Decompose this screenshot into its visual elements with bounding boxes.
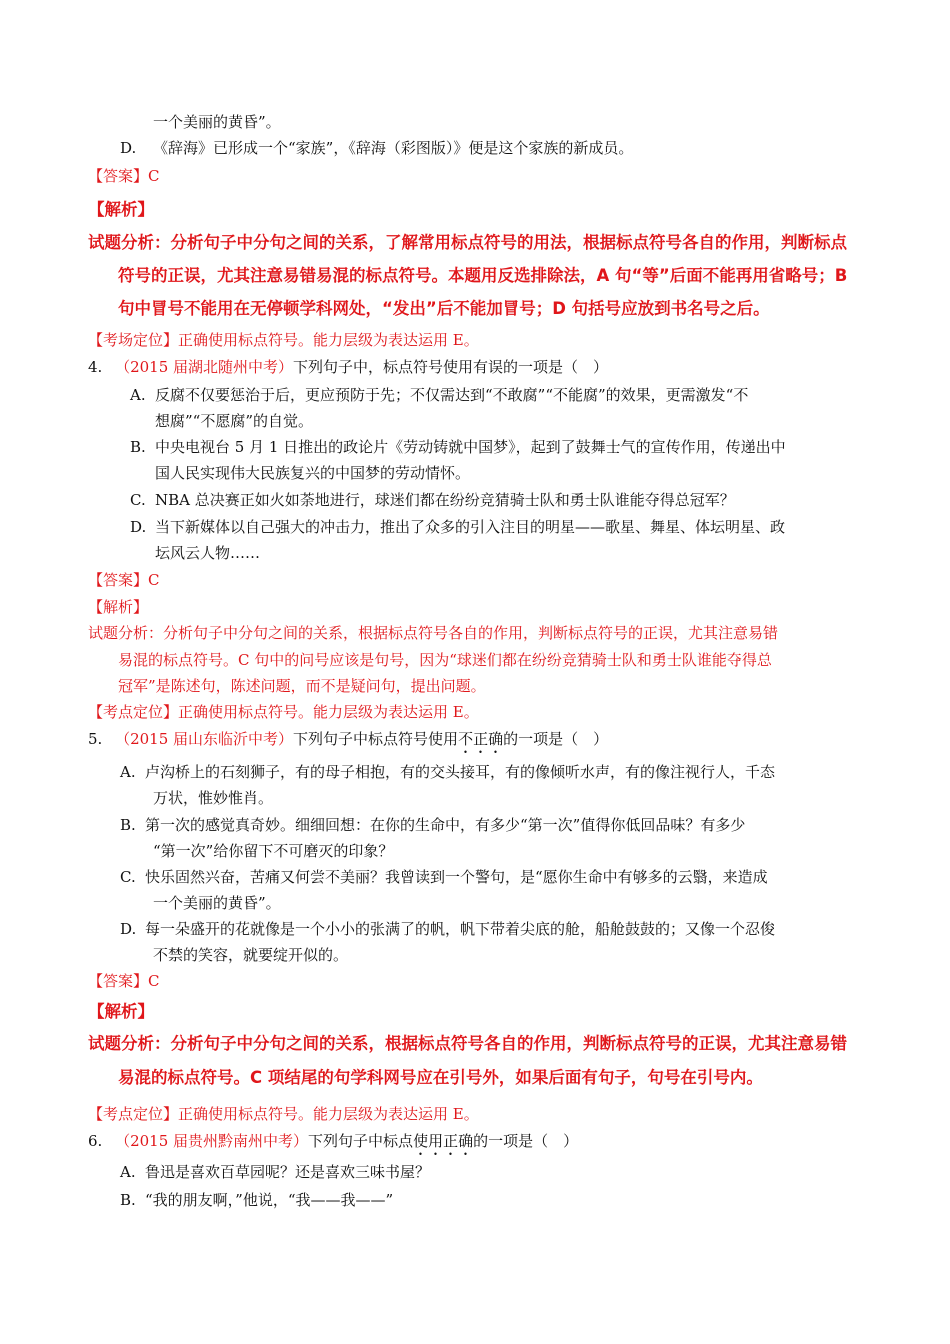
analysis-line: 易混的标点符号。C 句中的问号应该是句号，因为“球迷们都在纷纷竞猜骑士队和勇士队谁能夺得总 — [118, 651, 772, 669]
option-c-line: 一个美丽的黄昏”。 — [153, 894, 281, 912]
analysis-line: 符号的正误，尤其注意易错易混的标点符号。本题用反选排除法，A 句“等”后面不能再用省略号；B — [118, 266, 848, 285]
answer-row — [88, 570, 160, 590]
question-5-stem — [88, 729, 608, 757]
answer-label: 【答案】 — [88, 972, 149, 990]
question-text: 下列句子中标点 — [308, 1132, 414, 1150]
option-d-line: 当下新媒体以自己强大的冲击力，推出了众多的引入注目的明星——歌星、舞星、体坛明星、政 — [155, 518, 786, 536]
answer-row — [88, 971, 160, 991]
option-a-line: 鲁迅是喜欢百草园呢？还是喜欢三味书屋？ — [145, 1163, 431, 1181]
question-source: （2015 届湖北随州中考） — [115, 358, 294, 376]
analysis-label: 【解析】 — [88, 598, 149, 616]
option-letter: A. — [120, 1163, 136, 1181]
analysis-line: 冠军”是陈述句，陈述问题，而不是疑问句，提出问题。 — [118, 677, 486, 695]
analysis-line: 试题分析：分析句子中分句之间的关系，根据标点符号各自的作用，判断标点符号的正误，尤其注意易错 — [88, 624, 779, 642]
question-text-end: 的一项是（ ） — [503, 730, 609, 748]
option-letter: A. — [120, 763, 136, 781]
locate-row — [88, 330, 479, 350]
analysis-label: 【解析】 — [88, 1002, 154, 1021]
question-source: （2015 届贵州黔南州中考） — [115, 1132, 309, 1150]
question-number: 4. — [88, 358, 103, 376]
option-letter: C. — [130, 491, 146, 509]
locate-text: 正确使用标点符号。能力层级为表达运用 E。 — [178, 1105, 479, 1123]
option-d-letter: D. — [120, 139, 137, 157]
question-emphasis: 使用正确 — [413, 1132, 474, 1150]
option-c-continuation: 一个美丽的黄昏”。 — [153, 113, 281, 131]
option-letter: D. — [120, 920, 137, 938]
locate-label: 【考点定位】 — [88, 703, 179, 721]
option-b-line: “我的朋友啊，”他说，“我——我——” — [145, 1191, 394, 1209]
option-b-line: 国人民实现伟大民族复兴的中国梦的劳动情怀。 — [155, 464, 471, 482]
option-b-line: “第一次”给你留下不可磨灭的印象？ — [153, 842, 394, 860]
question-text-end: 的一项是（ ） — [473, 1132, 579, 1150]
option-d-line: 不禁的笑容，就要绽开似的。 — [153, 946, 349, 964]
analysis-line: 句中冒号不能用在无停顿学科网处，“发出”后不能加冒号；D 句括号应放到书名号之后。 — [118, 299, 770, 318]
locate-text: 正确使用标点符号。能力层级为表达运用 E。 — [178, 331, 479, 349]
question-source: （2015 届山东临沂中考） — [115, 730, 294, 748]
analysis-line: 易混的标点符号。C 项结尾的句学科网号应在引号外，如果后面有句子，句号在引号内。 — [118, 1068, 763, 1087]
answer-value: C — [148, 571, 160, 589]
option-c-line: 快乐固然兴奋，苦痛又何尝不美丽？我曾读到一个警句，是“愿你生命中有够多的云翳，来造成 — [145, 868, 768, 886]
analysis-label: 【解析】 — [88, 200, 154, 219]
option-letter: D. — [130, 518, 147, 536]
option-b-line: 中央电视台 5 月 1 日推出的政论片《劳动铸就中国梦》，起到了鼓舞士气的宣传作用，传递出中 — [155, 438, 786, 456]
question-number: 5. — [88, 730, 103, 748]
option-d-line: 坛风云人物…… — [155, 544, 261, 562]
option-d-line: 每一朵盛开的花就像是一个小小的张满了的帆，帆下带着尖底的舱，船舱鼓鼓的；又像一个忍俊 — [145, 920, 776, 938]
option-a-line: 想腐”“不愿腐”的自觉。 — [155, 412, 314, 430]
locate-label: 【考点定位】 — [88, 1105, 179, 1123]
answer-value: C — [148, 167, 160, 185]
locate-text: 正确使用标点符号。能力层级为表达运用 E。 — [178, 703, 479, 721]
question-6-stem — [88, 1131, 578, 1159]
question-emphasis: 不正确 — [458, 730, 504, 748]
question-4-stem — [88, 357, 608, 377]
option-d-text: 《辞海》已形成一个“家族”，《辞海（彩图版）》便是这个家族的新成员。 — [153, 139, 634, 157]
option-letter: B. — [130, 438, 146, 456]
option-a-line: 卢沟桥上的石刻狮子，有的母子相抱，有的交头接耳，有的像倾听水声，有的像注视行人，千态 — [145, 763, 776, 781]
question-text: 下列句子中，标点符号使用有误的一项是（ ） — [293, 358, 609, 376]
option-letter: A. — [130, 386, 146, 404]
answer-value: C — [148, 972, 160, 990]
question-text: 下列句子中标点符号使用 — [293, 730, 459, 748]
locate-label: 【考场定位】 — [88, 331, 179, 349]
option-a-line: 反腐不仅要惩治于后，更应预防于先；不仅需达到“不敢腐”“不能腐”的效果，更需激发“不 — [155, 386, 749, 404]
analysis-line: 试题分析：分析句子中分句之间的关系，根据标点符号各自的作用，判断标点符号的正误，尤其注意易错 — [88, 1034, 847, 1053]
locate-row — [88, 1104, 479, 1124]
option-b-line: 第一次的感觉真奇妙。细细回想：在你的生命中，有多少“第一次”值得你低回品味？有多少 — [145, 816, 746, 834]
option-letter: C. — [120, 868, 136, 886]
answer-row — [88, 166, 160, 186]
question-number: 6. — [88, 1132, 103, 1150]
analysis-line: 试题分析：分析句子中分句之间的关系，了解常用标点符号的用法，根据标点符号各自的作用，判断标点 — [88, 233, 847, 252]
option-letter: B. — [120, 816, 136, 834]
option-letter: B. — [120, 1191, 136, 1209]
answer-label: 【答案】 — [88, 167, 149, 185]
locate-row — [88, 702, 479, 722]
option-a-line: 万状，惟妙惟肖。 — [153, 789, 274, 807]
answer-label: 【答案】 — [88, 571, 149, 589]
option-c-line: NBA 总决赛正如火如荼地进行，球迷们都在纷纷竞猜骑士队和勇士队谁能夺得总冠军？ — [155, 491, 735, 509]
